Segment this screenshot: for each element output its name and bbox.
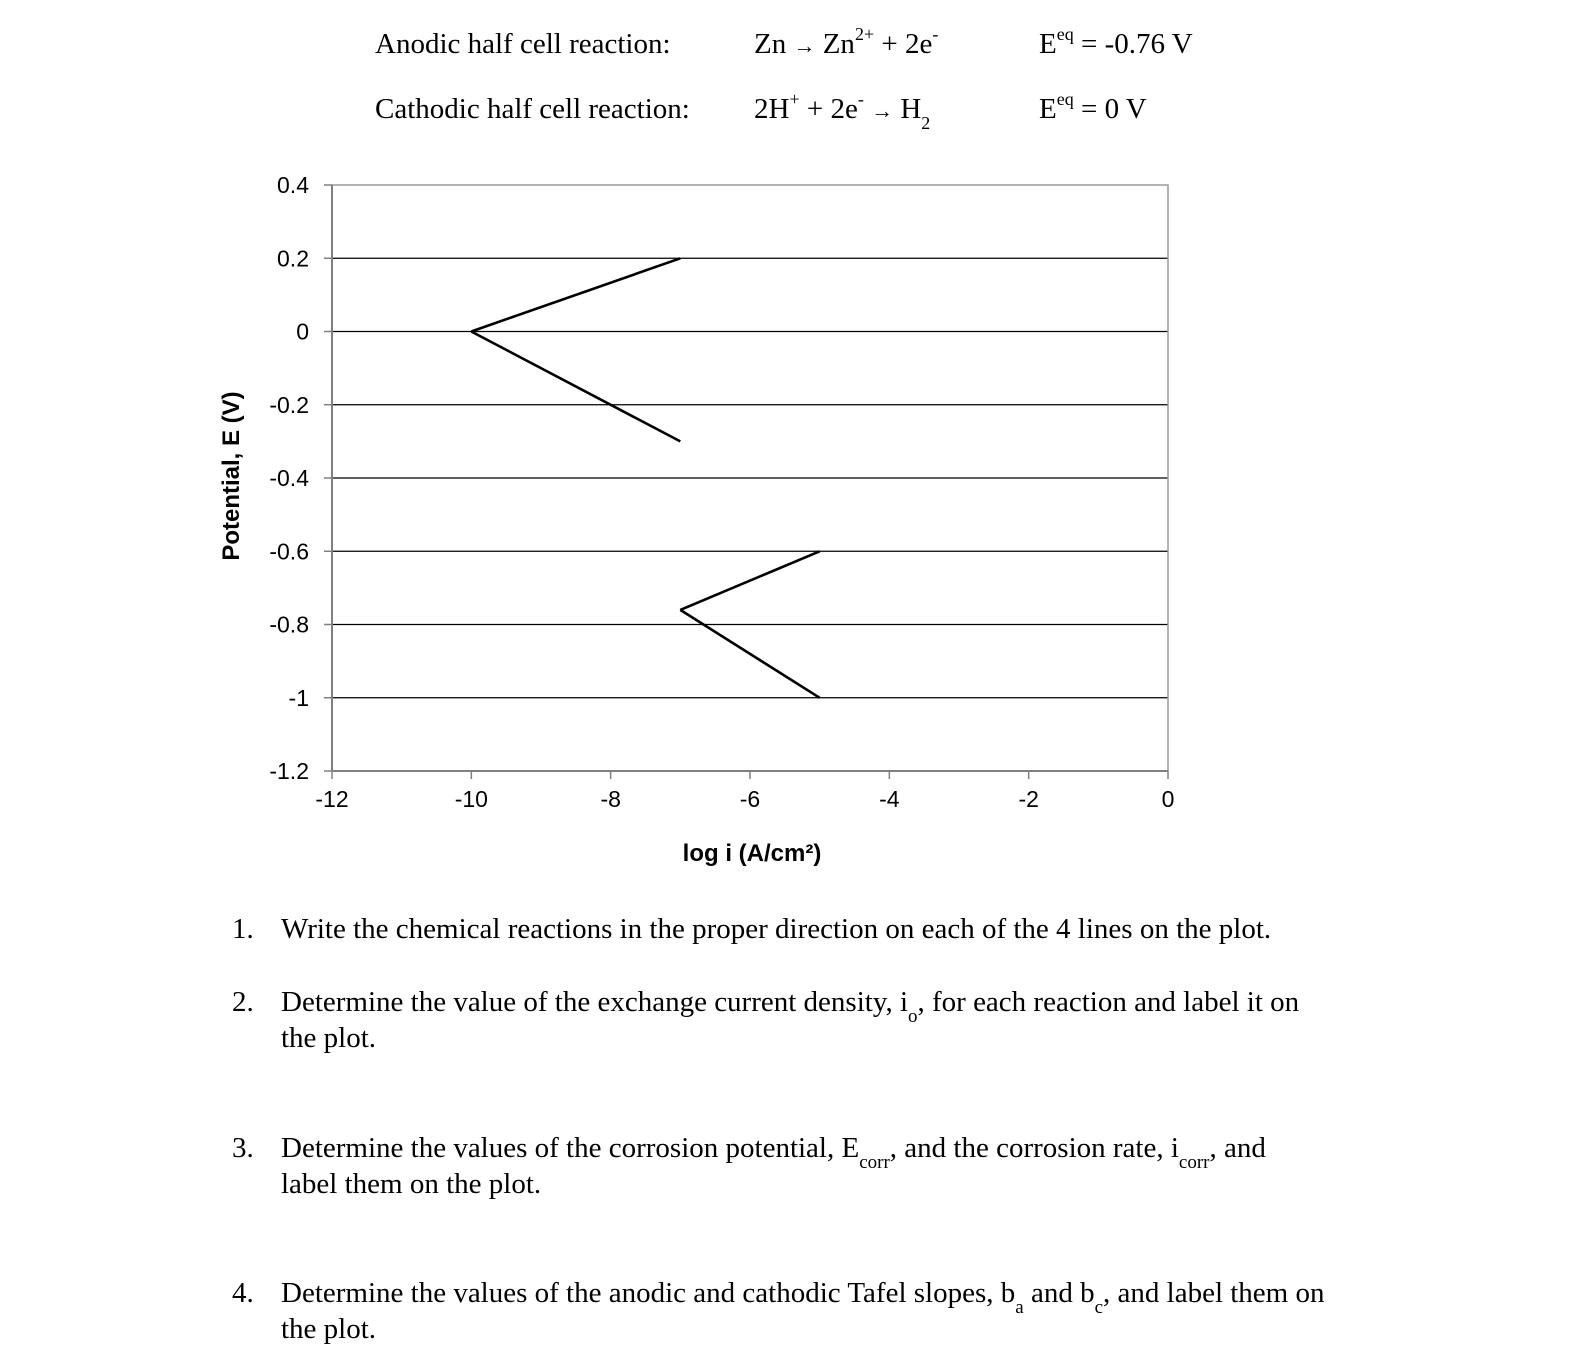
cathodic-label: Cathodic half cell reaction: — [375, 93, 690, 125]
x-tick-label-3: -6 — [739, 786, 761, 812]
question-4-text-line2: the plot. — [281, 1313, 377, 1345]
question-4-text — [281, 1275, 1324, 1347]
question-3-text — [281, 1130, 1266, 1202]
question-2-number: 2. — [232, 986, 254, 1018]
grid-lines — [332, 258, 1168, 698]
anodic-arrow-icon: → — [793, 33, 816, 58]
cathodic-product: H — [900, 93, 922, 125]
y-tick-label-6: -0.8 — [269, 611, 309, 638]
anodic-eq-sup: eq — [1056, 24, 1074, 45]
question-3-text-b: , and the corrosion rate, i — [889, 1132, 1179, 1164]
anodic-label: Anodic half cell reaction: — [375, 28, 671, 60]
question-2-text-line2: the plot. — [281, 1022, 377, 1054]
x-tick-label-4: -4 — [879, 786, 900, 812]
question-3-sub-1: corr — [859, 1151, 890, 1173]
cathodic-electron-sign: - — [857, 89, 864, 110]
anodic-product-charge: 2+ — [854, 24, 875, 45]
x-tick-label-1: -10 — [454, 786, 488, 812]
y-tick-label-0: 0.4 — [277, 172, 309, 198]
x-tick-label-0: -12 — [315, 786, 349, 812]
series-line-zn2-reduction — [680, 610, 819, 698]
cathodic-eq-sup: eq — [1056, 89, 1074, 110]
anodic-electron-sign: - — [932, 24, 939, 45]
y-tick-label-7: -1 — [288, 684, 309, 711]
anodic-eq-value: = -0.76 V — [1080, 28, 1193, 60]
cathodic-reactant: 2H — [754, 93, 790, 125]
anodic-electrons: + 2e — [881, 28, 933, 60]
x-tick-label-2: -8 — [600, 786, 621, 812]
question-4-sub-1: a — [1015, 1296, 1024, 1318]
series-line-h2-oxidation — [471, 258, 680, 331]
cathodic-arrow-icon: → — [871, 98, 894, 123]
series-line-h-reduction — [471, 332, 680, 442]
y-axis-title: Potential, E (V) — [218, 391, 245, 561]
question-3-text-a: Determine the values of the corrosion potential, E — [281, 1132, 860, 1164]
y-tick-label-3: -0.2 — [269, 391, 309, 418]
anodic-product: Zn — [822, 28, 855, 60]
question-1-number: 1. — [232, 913, 254, 945]
y-tick-label-5: -0.6 — [269, 538, 309, 565]
x-axis-title: log i (A/cm²) — [682, 840, 822, 867]
cathodic-electrons: + 2e — [806, 93, 858, 125]
question-2-text-a: Determine the value of the exchange current density, i — [281, 986, 908, 1018]
y-tick-label-2: 0 — [296, 318, 309, 345]
question-2-text — [281, 984, 1299, 1056]
question-1-text: Write the chemical reactions in the proper direction on each of the 4 lines on the plot. — [281, 913, 1272, 945]
question-2-text-b: , for each reaction and label it on — [917, 986, 1300, 1018]
question-4-number: 4. — [232, 1277, 254, 1309]
y-tick-label-8: -1.2 — [269, 758, 309, 784]
axes — [324, 185, 1168, 779]
tick-labels — [269, 172, 1174, 812]
question-3-text-c: , and — [1209, 1132, 1266, 1164]
question-4-text-b: and b — [1023, 1277, 1095, 1309]
anodic-reactant: Zn — [754, 28, 787, 60]
cathodic-eq-symbol: E — [1039, 93, 1057, 125]
question-2-sub: o — [908, 1005, 918, 1027]
y-tick-label-4: -0.4 — [269, 465, 309, 491]
cathodic-eq-value: = 0 V — [1080, 93, 1147, 125]
question-3-sub-2: corr — [1178, 1151, 1210, 1173]
question-3-text-line2: label them on the plot. — [281, 1168, 542, 1200]
y-tick-label-1: 0.2 — [277, 245, 309, 272]
cathodic-reactant-charge: + — [789, 89, 800, 110]
question-4-sub-2: c — [1094, 1296, 1104, 1318]
x-tick-label-5: -2 — [1018, 786, 1039, 812]
x-tick-label-6: 0 — [1161, 786, 1175, 812]
anodic-eq-symbol: E — [1039, 28, 1057, 60]
question-3-number: 3. — [232, 1132, 254, 1164]
series-line-zn-oxidation — [680, 551, 819, 610]
question-4-text-a: Determine the values of the anodic and cathodic Tafel slopes, b — [281, 1277, 1016, 1309]
question-4-text-c: , and label them on — [1103, 1277, 1325, 1309]
cathodic-product-sub: 2 — [921, 112, 931, 133]
